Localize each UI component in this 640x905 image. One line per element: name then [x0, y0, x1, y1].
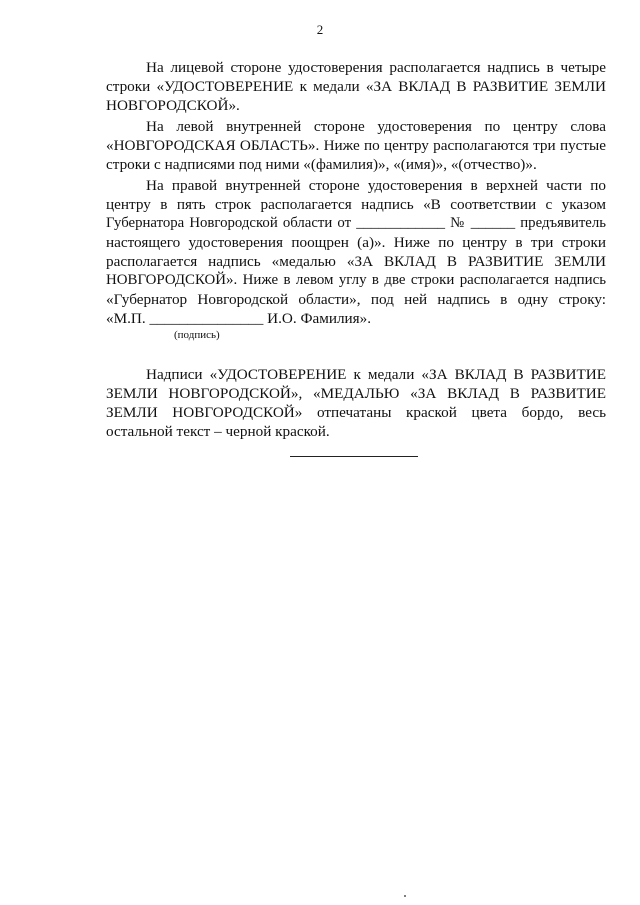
p3-line-2: центру в пять строк располагается надпись «В соответствии с указом [106, 196, 606, 213]
p1-line-2: строки «УДОСТОВЕРЕНИЕ к медали «ЗА ВКЛАД В РАЗВИТИЕ ЗЕМЛИ [106, 78, 606, 95]
signature-caption: (подпись) [174, 329, 220, 341]
page-number: 2 [316, 22, 324, 37]
p3-line-5: располагается надпись «медалью «ЗА ВКЛАД В РАЗВИТИЕ ЗЕМЛИ [106, 253, 606, 270]
p3-line-1: На правой внутренней стороне удостоверения в верхней части по [146, 177, 606, 194]
p4-line-4: остальной текст – черной краской. [106, 423, 330, 440]
p3-line-6: НОВГОРОДСКОЙ». Ниже в левом углу в две строки располагается надпись [106, 272, 606, 288]
end-rule [290, 456, 418, 457]
p1-line-1: На лицевой стороне удостоверения располагается надпись в четыре [146, 59, 606, 76]
p2-line-3: строки с надписями под ними «(фамилия)», «(имя)», «(отчество)». [106, 156, 537, 173]
p3-line-8: «М.П. _______________ И.О. Фамилия». [106, 310, 372, 327]
p4-line-1: Надписи «УДОСТОВЕРЕНИЕ к медали «ЗА ВКЛАД В РАЗВИТИЕ [146, 366, 606, 383]
p1-line-3: НОВГОРОДСКОЙ». [106, 97, 240, 114]
p4-line-2: ЗЕМЛИ НОВГОРОДСКОЙ», «МЕДАЛЬЮ «ЗА ВКЛАД В РАЗВИТИЕ [106, 385, 606, 402]
p2-line-2: «НОВГОРОДСКАЯ ОБЛАСТЬ». Ниже по центру располагаются три пустые [106, 137, 606, 154]
p3-line-7: «Губернатор Новгородской области», под ней надпись в одну строку: [106, 291, 606, 308]
p3-line-4: настоящего удостоверения поощрен (а)». Ниже по центру в три строки [106, 234, 606, 251]
p4-line-3: ЗЕМЛИ НОВГОРОДСКОЙ» отпечатаны краской цвета бордо, весь [106, 404, 606, 421]
scan-dot [404, 895, 406, 897]
p2-line-1: На левой внутренней стороне удостоверения по центру слова [146, 118, 606, 135]
p3-line-3: Губернатора Новгородской области от ____________ № ______ предъявитель [106, 215, 606, 231]
